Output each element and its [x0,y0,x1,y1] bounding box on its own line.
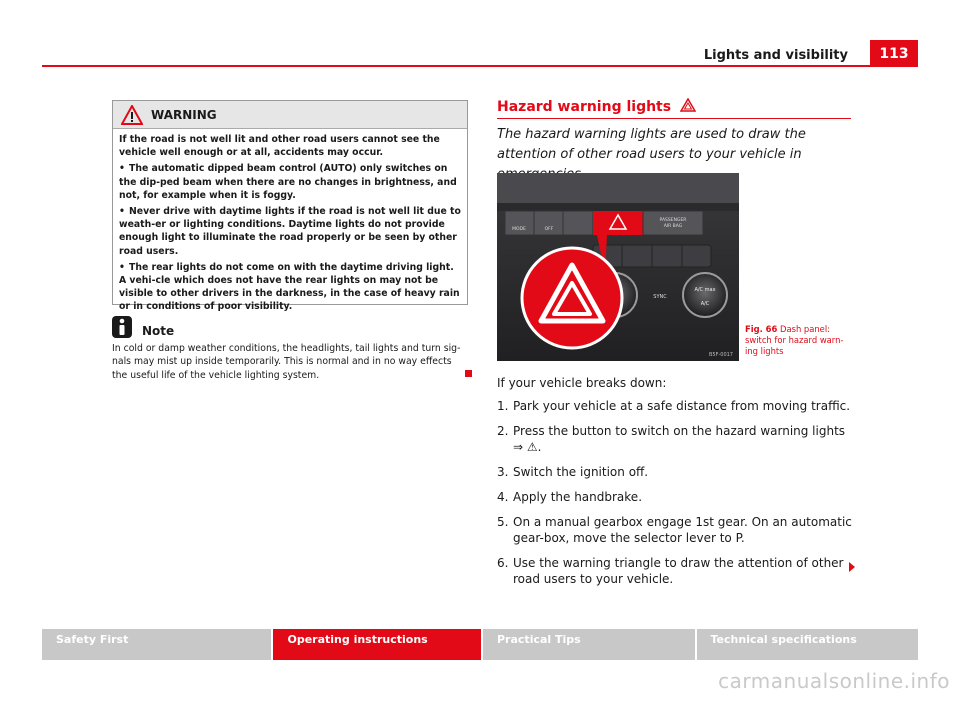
warning-bullet: • Never drive with daytime lights if the road is not well lit due to weath-er or lighting conditions. Daytime lights do not provide enough light to illuminate the road properly or be seen by other road users. [119,206,461,257]
figure-code: B5F-0017 [708,352,733,358]
dash-panel-illustration [497,173,739,361]
page-number: 113 [870,40,918,66]
warning-triangle-icon [121,105,143,125]
warning-body [113,129,467,321]
warning-header [113,101,467,129]
step-item: 1. Park your vehicle at a safe distance from moving traffic. [497,399,851,413]
step-item: 4. Apply the handbrake. [497,490,643,504]
note-title: Note [142,324,175,338]
figure-label: Fig. 66 [745,324,778,334]
step-item: 2. Press the button to switch on the hazard warning lights ⇒ ⚠. [497,424,846,454]
note-text: In cold or damp weather conditions, the headlights, tail lights and turn sig-nals may mist up inside temporarily. This is normal and in no way effects the useful life of the vehicle lighting system. [112,343,461,381]
watermark: carmanualsonline.info [718,669,950,693]
dash-panel-figure [497,173,739,361]
passenger-label: PASSENGER [659,218,687,223]
hazard-triangle-icon [680,98,696,112]
step-item: 6. Use the warning triangle to draw the attention of other road users to your vehicle. [497,556,844,586]
section-rule [497,118,851,119]
bullet-icon: • [119,206,125,218]
instruction-steps [497,398,857,596]
tab-safety-first[interactable]: Safety First [42,629,271,660]
section-title: Hazard warning lights [497,98,696,115]
section-end-marker [465,370,472,377]
sync-label: SYNC [653,294,667,300]
tab-operating-instructions[interactable]: Operating instructions [273,629,481,660]
figure-caption-text: Dash panel: switch for hazard warn-ing lights [745,324,844,356]
running-header-title: Lights and visibility [703,48,848,63]
section-intro: The hazard warning lights are used to draw the attention of other road users to your vehicle in [497,127,806,162]
warning-box [112,100,468,313]
warning-paragraph: If the road is not well lit and other road users cannot see the vehicle well enough or at all, accidents may occur. [119,134,440,159]
warning-title: WARNING [151,107,217,122]
mode-label: MODE [512,227,526,232]
header-rule [42,65,918,67]
step-item: 3. Switch the ignition off. [497,465,649,479]
tab-technical-specifications[interactable]: Technical specifications [697,629,918,660]
footer-tabs [42,629,918,660]
off-label: OFF [544,227,554,232]
tab-practical-tips[interactable]: Practical Tips [483,629,695,660]
instructions-lead: If your vehicle breaks down: [497,376,667,390]
note-header [112,316,174,338]
ac-max-label: A/C max [694,287,716,293]
bullet-icon: • [119,261,125,273]
note-info-icon [112,316,132,338]
ac-label: A/C [700,301,710,307]
warning-bullet: • The rear lights do not come on with the daytime driving light. A vehi-cle which does not have the rear lights on may not be visible to other drivers in the darkness, in the case of heavy rain or in conditions of poor visibility. [119,261,460,313]
bullet-icon: • [119,163,125,175]
continue-arrow-icon [849,562,855,572]
airbag-label: AIR BAG [663,224,683,229]
figure-caption [745,324,855,357]
step-item: 5. On a manual gearbox engage 1st gear. On an automatic gear-box, move the selector lever to P. [497,515,852,545]
warning-bullet: • The automatic dipped beam control (AUTO) only switches on the dip-ped beam when there are no changes in brightness, and not, for example when it is foggy. [119,163,457,201]
